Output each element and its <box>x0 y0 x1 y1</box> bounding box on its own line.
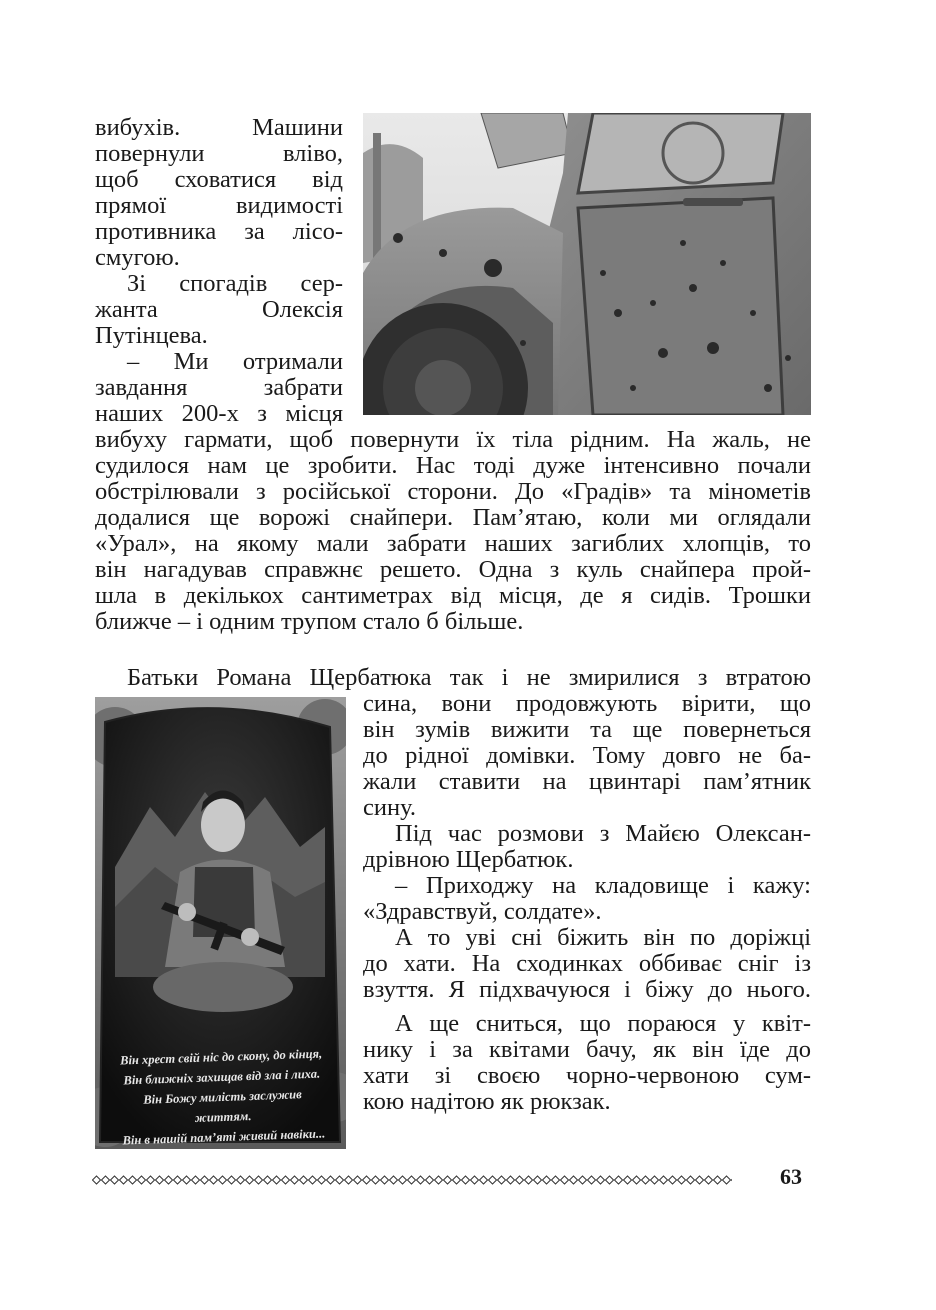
text-line: додалися ще ворожі снайпери. Пам’ятаю, коли ми оглядали <box>95 504 811 531</box>
text-line: вибуху гармати, щоб повернути їх тіла рідним. На жаль, не <box>95 426 811 453</box>
text-line: Путінцева. <box>95 322 208 349</box>
text-line: – Ми отримали <box>127 348 343 375</box>
text-line: «Здравствуй, солдате». <box>363 898 602 925</box>
text-line: прямої видимості <box>95 192 343 219</box>
text-line: він зумів вижити та ще повернеться <box>363 716 811 743</box>
memorial-photo <box>95 697 346 1149</box>
text-line: Батьки Романа Щербатюка так і не змирилися з втратою <box>127 664 811 691</box>
text-line: до хати. На сходинках оббиває сніг із <box>363 950 811 977</box>
text-line: А ще сниться, що пораюся у квіт- <box>395 1010 811 1037</box>
text-line: хати зі своєю чорно-червоною сум- <box>363 1062 811 1089</box>
text-line: Під час розмови з Майєю Олексан- <box>395 820 811 847</box>
text-line: до рідної домівки. Тому довго не ба- <box>363 742 811 769</box>
text-line: дрівною Щербатюк. <box>363 846 574 873</box>
text-line: щоб сховатися від <box>95 166 343 193</box>
page-number: 63 <box>780 1164 802 1189</box>
text-line: завдання забрати <box>95 374 343 401</box>
text-line: повернули вліво, <box>95 140 343 167</box>
text-line: кою надітою як рюкзак. <box>363 1088 611 1115</box>
truck-photo <box>363 113 811 415</box>
text-line: сина, вони продовжують вірити, що <box>363 690 811 717</box>
text-line: він нагадував справжнє решето. Одна з куль снайпера прой- <box>95 556 811 583</box>
text-line: сину. <box>363 794 417 821</box>
text-line: взуття. Я підхвачуюся і біжу до нього. <box>363 976 811 1003</box>
text-line: противника за лісо- <box>95 218 343 245</box>
text-line: Зі спогадів сер- <box>127 270 343 297</box>
text-line: обстрілювали з російської сторони. До «Градів» та мінометів <box>95 478 811 505</box>
text-line: судилося нам це зробити. Нас тоді дуже інтенсивно почали <box>95 452 811 479</box>
inscription-line: Він ближніх захищав від зла і лиха. <box>123 1066 321 1088</box>
inscription-line: Він Божу милість заслужив життям. <box>143 1087 302 1125</box>
text-line: шла в декількох сантиметрах від місця, де я сидів. Трошки <box>95 582 811 609</box>
text-line: А то уві сні біжить він по доріжці <box>395 924 811 951</box>
text-line: жанта Олексія <box>95 296 343 323</box>
text-line: наших 200-х з місця <box>95 400 343 427</box>
text-line: ближче – і одним трупом стало б більше. <box>95 608 524 635</box>
text-line: нику і за квітами бачу, як він їде до <box>363 1036 811 1063</box>
text-line: смугою. <box>95 244 180 271</box>
text-line: – Приходжу на кладовище і кажу: <box>395 872 811 899</box>
decorative-footer-rule <box>92 1173 732 1185</box>
memorial-inscription <box>113 1043 331 1149</box>
text-line: вибухів. Машини <box>95 114 343 141</box>
text-line: жали ставити на цвинтарі пам’ятник <box>363 768 811 795</box>
inscription-line: Він хрест свій ніс до скону, до кінця, <box>119 1046 323 1068</box>
text-line: «Урал», на якому мали забрати наших загиблих хлопців, то <box>95 530 811 557</box>
inscription-line: Він в нашій пам’яті живий навіки... <box>122 1126 326 1148</box>
